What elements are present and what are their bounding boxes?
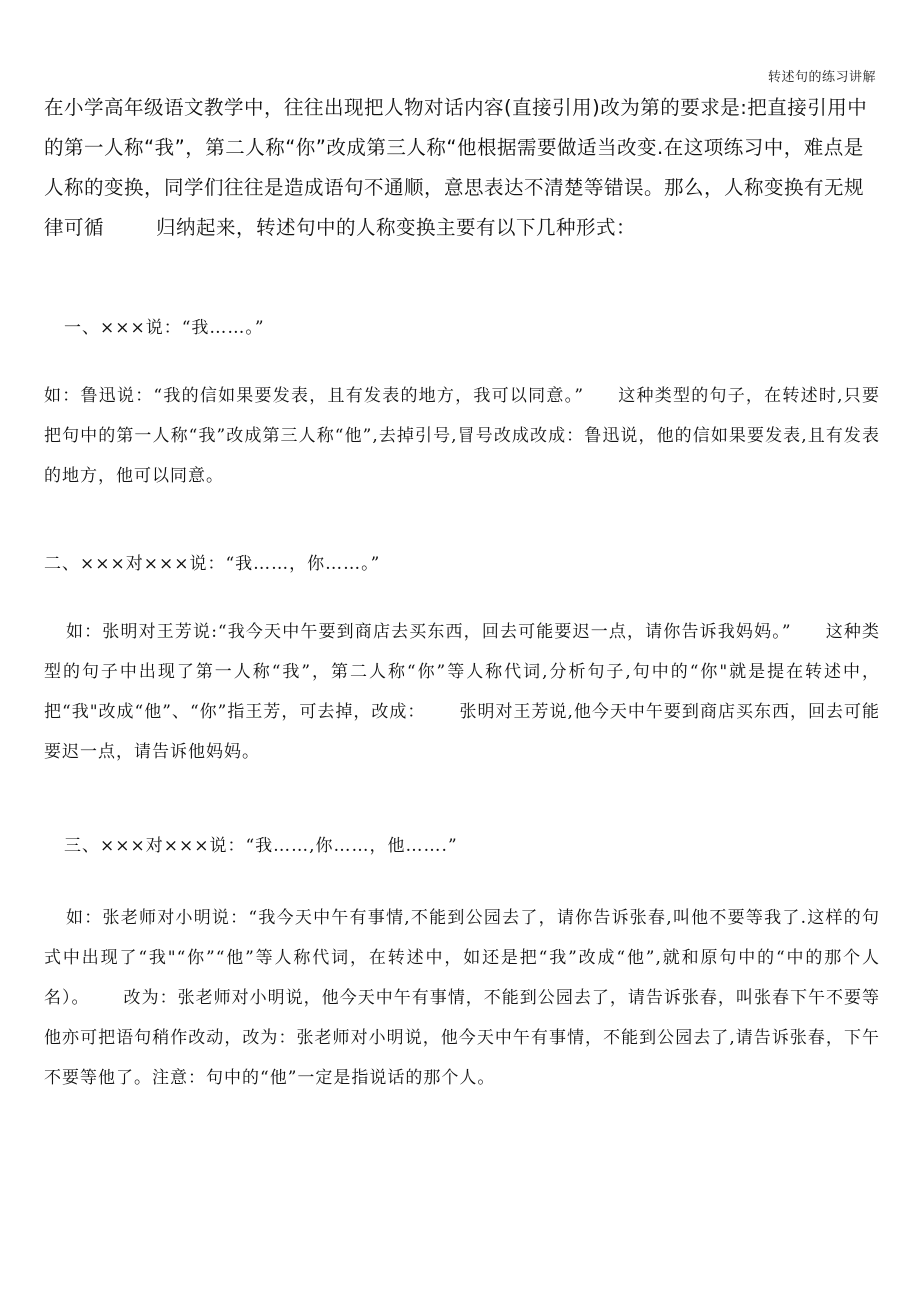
section-1-example [44,376,880,496]
section-3-example [44,898,880,1098]
section-3-heading: 三、×××对×××说：“我……,你……，他…….” [64,836,458,856]
section-1-heading: 一、×××说：“我……。” [64,318,265,338]
section-2-quote: 如：张明对王芳说:“我今天中午要到商店去买东西，回去可能要迟一点，请你告诉我妈妈。” [66,622,792,642]
section-3-explanation: 改为：张老师对小明说，他今天中午有事情，不能到公园去了，请告诉张春，叫张春下午不要等他亦可把语句稍作改动，改为：张老师对小明说，他今天中午有事情，不能到公园去了,请告诉张春，下午不要等他了。注意：句中的“他”一定是指说话的那个人。 [44,988,881,1088]
intro-text: 在小学高年级语文教学中，往往出现把人物对话内容(直接引用)改为第的要求是:把直接引用中的第一人称“我”，第二人称“你”改成第三人称“他根据需要做适当改变.在这项练习中，难点是人称的变换，同学们往往是造成语句不通顺，意思表达不清楚等错误。那么，人称变换有无规律可循 [44,96,868,239]
section-2-heading: 二、×××对×××说：“我……，你……。” [44,554,381,574]
section-1-quote: 如：鲁迅说：“我的信如果要发表，且有发表的地方，我可以同意。” [44,386,585,406]
section-2-explanation: 这种类型的句子中出现了第一人称“我”，第二人称“你”等人称代词,分析句子,句中的“你"就是提在转述中，把“我"改成“他”、“你”指王芳，可去掉，改成： [44,622,881,722]
section-2-example [44,612,880,772]
intro-summary: 归纳起来，转述句中的人称变换主要有以下几种形式： [156,216,637,239]
section-3-quote: 如：张老师对小明说：“我今天中午有事情,不能到公园去了，请你告诉张春,叫他不要等我了.这样的句式中出现了“我"“你”“他”等人称代词，在转述中，如还是把“我”改成“他”,就和原句中的“中的那个人名）。 [44,908,880,1008]
section-2-result: 张明对王芳说,他今天中午要到商店买东西，回去可能要迟一点，请告诉他妈妈。 [44,702,880,762]
intro-paragraph [44,88,880,248]
section-1-explanation: 这种类型的句子，在转述时,只要把句中的第一人称“我”改成第三人称“他”,去掉引号,冒号改成改成：鲁迅说，他的信如果要发表,且有发表的地方，他可以同意。 [44,386,881,486]
page-header: 转述句的练习讲解 [767,70,876,85]
